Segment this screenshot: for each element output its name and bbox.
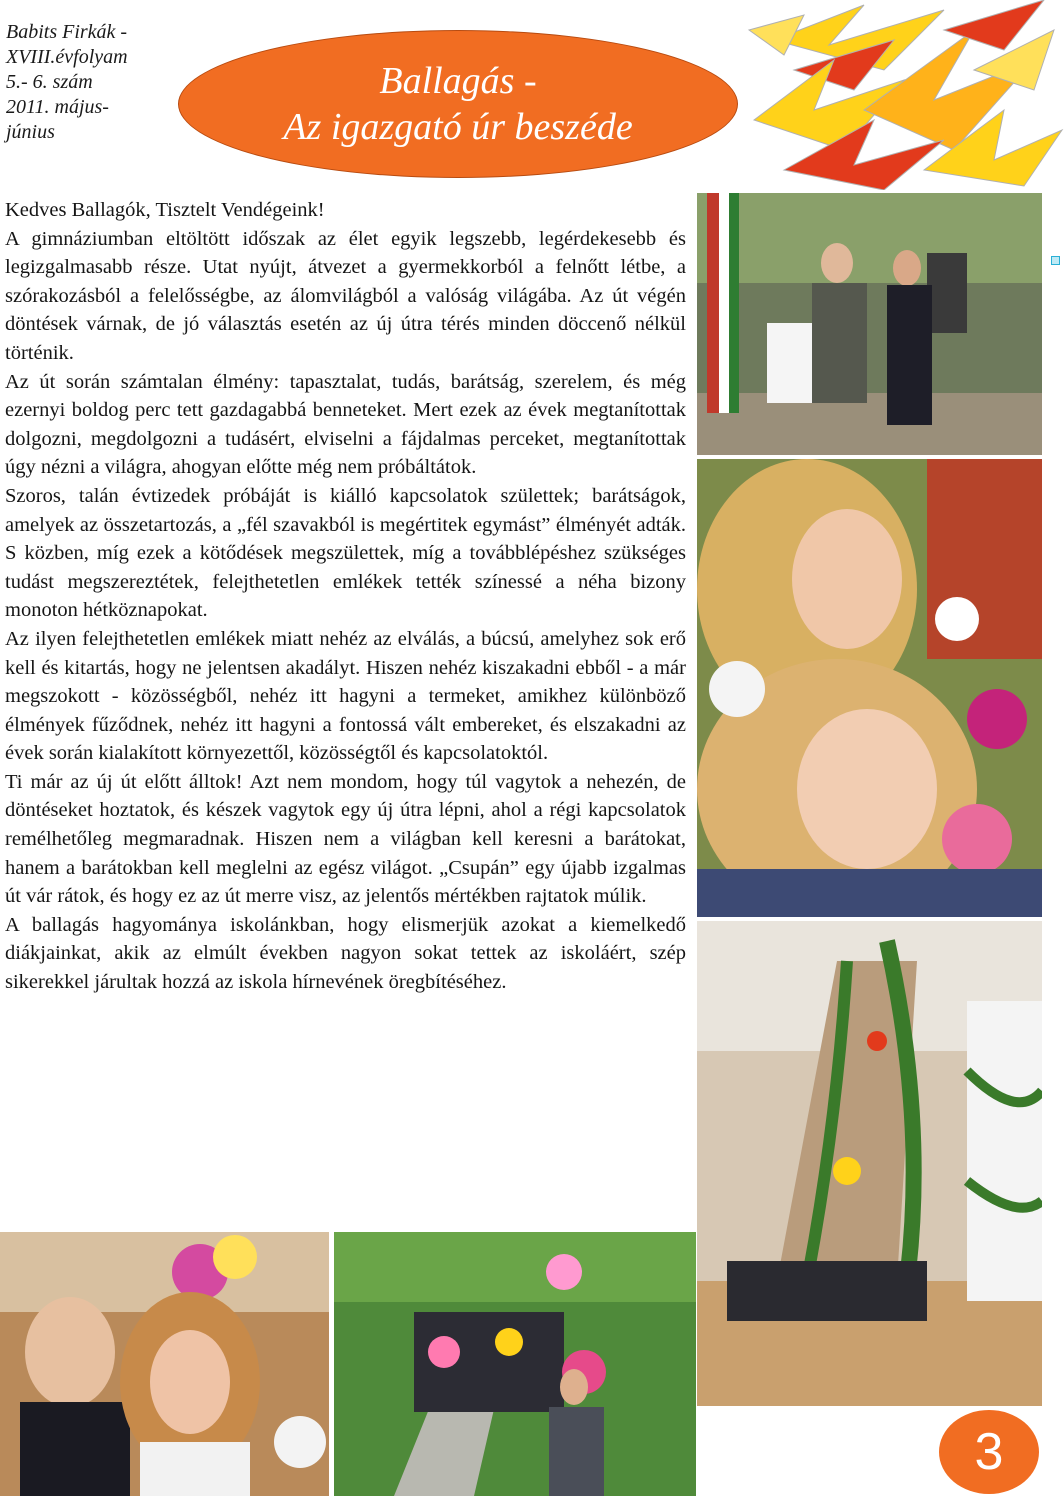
photo-staircase-procession <box>697 921 1042 1406</box>
issue-number: 5.- 6. szám <box>6 71 93 93</box>
masthead <box>6 20 176 145</box>
flame-decoration-icon <box>744 0 1064 190</box>
article-paragraph: Az út során számtalan élmény: tapasztalat, tudás, barátság, szerelem, és még ezernyi boldog perc tett gazdagabbá benneteket. Mert ezek az évek megtanítottak dolgozni, megdolgozni a tudásért, elviselni a fájdalmas perceket, megtanítottak úgy nézni a világra, ahogyan előtte még nem próbáltátok. <box>5 370 686 479</box>
article-paragraph: Az ilyen felejthetetlen emlékek miatt nehéz az elválás, a búcsú, amelyhez sok erő kell és kitartás, hogy ne jelentsen akadályt. Hiszen nehéz kiszakadni ebből - a már megszokott - közösségből, nehéz itt hagyni a termeket, amikhez különböző élmények fűződnek, nehéz itt hagyni a fontossá vált embereket, és elszakadni az évek során kialakított környezettől, közösségtől és kapcsolatoktól. <box>5 627 686 765</box>
article-paragraph: A ballagás hagyománya iskolánkban, hogy elismerjük azokat a kiemelkedő diákjainkat, akik az elmúlt években nagyon sokat tettek az iskoláért, szép sikerekkel járultak hozzá az iskola hírnevének öregbítéséhez. <box>5 913 686 994</box>
photo-graduating-students <box>697 459 1042 917</box>
article-paragraph: Szoros, talán évtizedek próbáját is kiálló kapcsolatok születtek; barátságok, amelyek az összetartozás, a „fél szavakból is megértitek egymást” élményét adták. S közben, míg ezek a kötődések megszülettek, míg a továbblépéshez szükséges tudást megszereztétek, felejthetetlen emlékek tették színessé a néha bizony monoton hétköznapokat. <box>5 484 686 622</box>
square-bullet-icon <box>1051 256 1060 265</box>
photo-award-ceremony <box>697 193 1042 455</box>
article-title-line1: Ballagás - <box>379 60 537 102</box>
article-body <box>5 196 686 997</box>
publication-name: Babits Firkák - <box>6 21 128 43</box>
article-title-line2: Az igazgató úr beszéde <box>283 106 633 148</box>
article-paragraph: Ti már az új út előtt álltok! Azt nem mondom, hogy túl vagytok a nehezén, de döntéseket hoztatok, és készek vagytok egy új útra lépni, ahol a régi kapcsolatok remélhetőleg megmaradnak. Hiszen nem a világban kell keresni a barátokat, hanem a barátokban kell meglelni az egész világot. „Csupán” egy újabb izgalmas út vár rátok, és hogy ez az út merre visz, az jelentős mértékben rajtatok múlik. <box>5 770 686 908</box>
issue-date-cont: június <box>6 121 55 143</box>
photo-student-couple <box>0 1232 329 1496</box>
article-paragraph: A gimnáziumban eltöltött időszak az élet egyik legszebb, legérdekesebb és legizgalmasabb része. Utat nyújt, átvezet a gyermekkorból a felnőtt létbe, a szórakozásból a felelősségbe, az álomvilágból a valóság világába. Az út végén döntések várnak, de jó választás esetén az új útra térés minden döccenő nélkül történik. <box>5 227 686 364</box>
photo-procession-outdoors <box>334 1232 696 1496</box>
greeting: Kedves Ballagók, Tisztelt Vendégeink! <box>5 199 325 221</box>
volume: XVIII.évfolyam <box>6 46 128 68</box>
page-number: 3 <box>939 1410 1039 1494</box>
article-title-banner <box>178 30 738 178</box>
issue-date: 2011. május- <box>6 96 109 118</box>
